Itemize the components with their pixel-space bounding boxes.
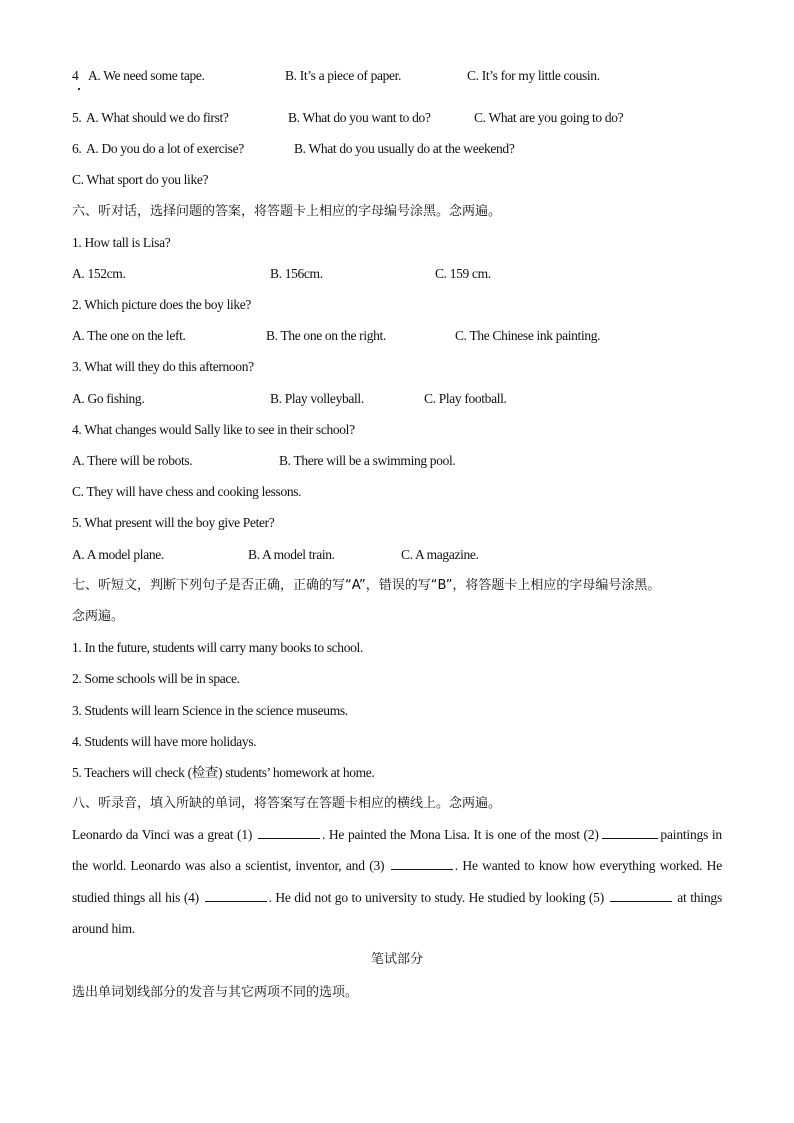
question-5: 5. What present will the boy give Peter?	[72, 515, 275, 530]
option-b: B. Play volleyball.	[270, 391, 364, 406]
statement-1: 1. In the future, students will carry many books to school.	[72, 640, 363, 655]
choice-number: 5.	[72, 110, 82, 125]
option-b: B. 156cm.	[270, 266, 323, 281]
option-c: C. They will have chess and cooking lessons.	[72, 484, 302, 499]
option-c: C. What sport do you like?	[72, 172, 209, 187]
question-2: 2. Which picture does the boy like?	[72, 297, 252, 312]
option-c: C. Play football.	[424, 391, 507, 406]
choice-row-6	[72, 140, 515, 158]
answer-blank-3[interactable]	[391, 855, 453, 870]
answer-blank-5[interactable]	[610, 887, 672, 902]
question-4: 4. What changes would Sally like to see in their school?	[72, 422, 355, 437]
option-b: B. A model train.	[248, 547, 335, 562]
question-3-options	[72, 390, 507, 408]
choice-number: 6.	[72, 141, 82, 156]
option-c: C. A magazine.	[401, 547, 479, 562]
option-a: A. There will be robots.	[72, 453, 193, 468]
question-4-options	[72, 452, 456, 470]
question-1: 1. How tall is Lisa?	[72, 235, 171, 250]
statement-3: 3. Students will learn Science in the science museums.	[72, 703, 348, 718]
written-part-title: 笔试部分	[370, 952, 423, 967]
question-3: 3. What will they do this afternoon?	[72, 359, 254, 374]
statement-2: 2. Some schools will be in space.	[72, 671, 240, 686]
option-b: B. It’s a piece of paper.	[285, 68, 402, 83]
statement-5: 5. Teachers will check (检查) students’ homework at home.	[72, 765, 375, 780]
option-b: B. What do you want to do?	[288, 110, 431, 125]
option-a: A. What should we do first?	[86, 110, 229, 125]
option-a: A. 152cm.	[72, 266, 126, 281]
passage-text: . He wanted to know how everything worked. He studied things all his (4)	[72, 858, 723, 905]
choice-row-4	[72, 67, 600, 85]
passage-text: . He painted the Mona Lisa. It is one of the most (2)	[321, 827, 599, 842]
option-a: A. A model plane.	[72, 547, 164, 562]
option-c: C. It’s for my little cousin.	[467, 68, 600, 83]
question-1-options	[72, 265, 491, 283]
passage-text: paintings in the world. Leonardo was also a scientist, inventor, and (3)	[72, 827, 722, 874]
choice-row-5	[72, 109, 624, 127]
passage-text: . He did not go to university to study. He studied by looking (5)	[268, 889, 605, 905]
passage-text: at things around him.	[72, 889, 722, 936]
section-8-heading: 八、听录音，填入所缺的单词，将答案写在答题卡相应的横线上。念两遍。	[72, 796, 502, 811]
option-b: B. There will be a swimming pool.	[279, 453, 456, 468]
section-6-heading: 六、听对话，选择问题的答案，将答题卡上相应的字母编号涂黑。念两遍。	[72, 204, 502, 219]
statement-4: 4. Students will have more holidays.	[72, 734, 257, 749]
answer-blank-4[interactable]	[205, 887, 267, 902]
option-a: A. The one on the left.	[72, 328, 186, 343]
cloze-passage	[72, 819, 722, 944]
choice-number: 4	[72, 68, 79, 83]
question-5-options	[72, 546, 479, 564]
option-c: C. What are you going to do?	[474, 110, 624, 125]
stray-dot	[78, 88, 80, 90]
option-c: C. 159 cm.	[435, 266, 491, 281]
option-a: A. Go fishing.	[72, 391, 145, 406]
option-c: C. The Chinese ink painting.	[455, 328, 601, 343]
section-7-heading: 七、听短文，判断下列句子是否正确，正确的写“A”，错误的写“B”，将答题卡上相应的字母编号涂黑。	[72, 578, 661, 593]
option-b: B. What do you usually do at the weekend?	[294, 141, 515, 156]
question-2-options	[72, 327, 601, 345]
option-a: A. We need some tape.	[88, 68, 205, 83]
option-a: A. Do you do a lot of exercise?	[86, 141, 244, 156]
passage-text: Leonardo da Vinci was a great (1)	[72, 827, 253, 842]
answer-blank-2[interactable]	[602, 824, 658, 839]
answer-blank-1[interactable]	[258, 824, 320, 839]
option-b: B. The one on the right.	[266, 328, 386, 343]
written-part-instruction: 选出单词划线部分的发音与其它两项不同的选项。	[72, 985, 359, 1000]
section-7-heading-cont: 念两遍。	[72, 609, 125, 624]
